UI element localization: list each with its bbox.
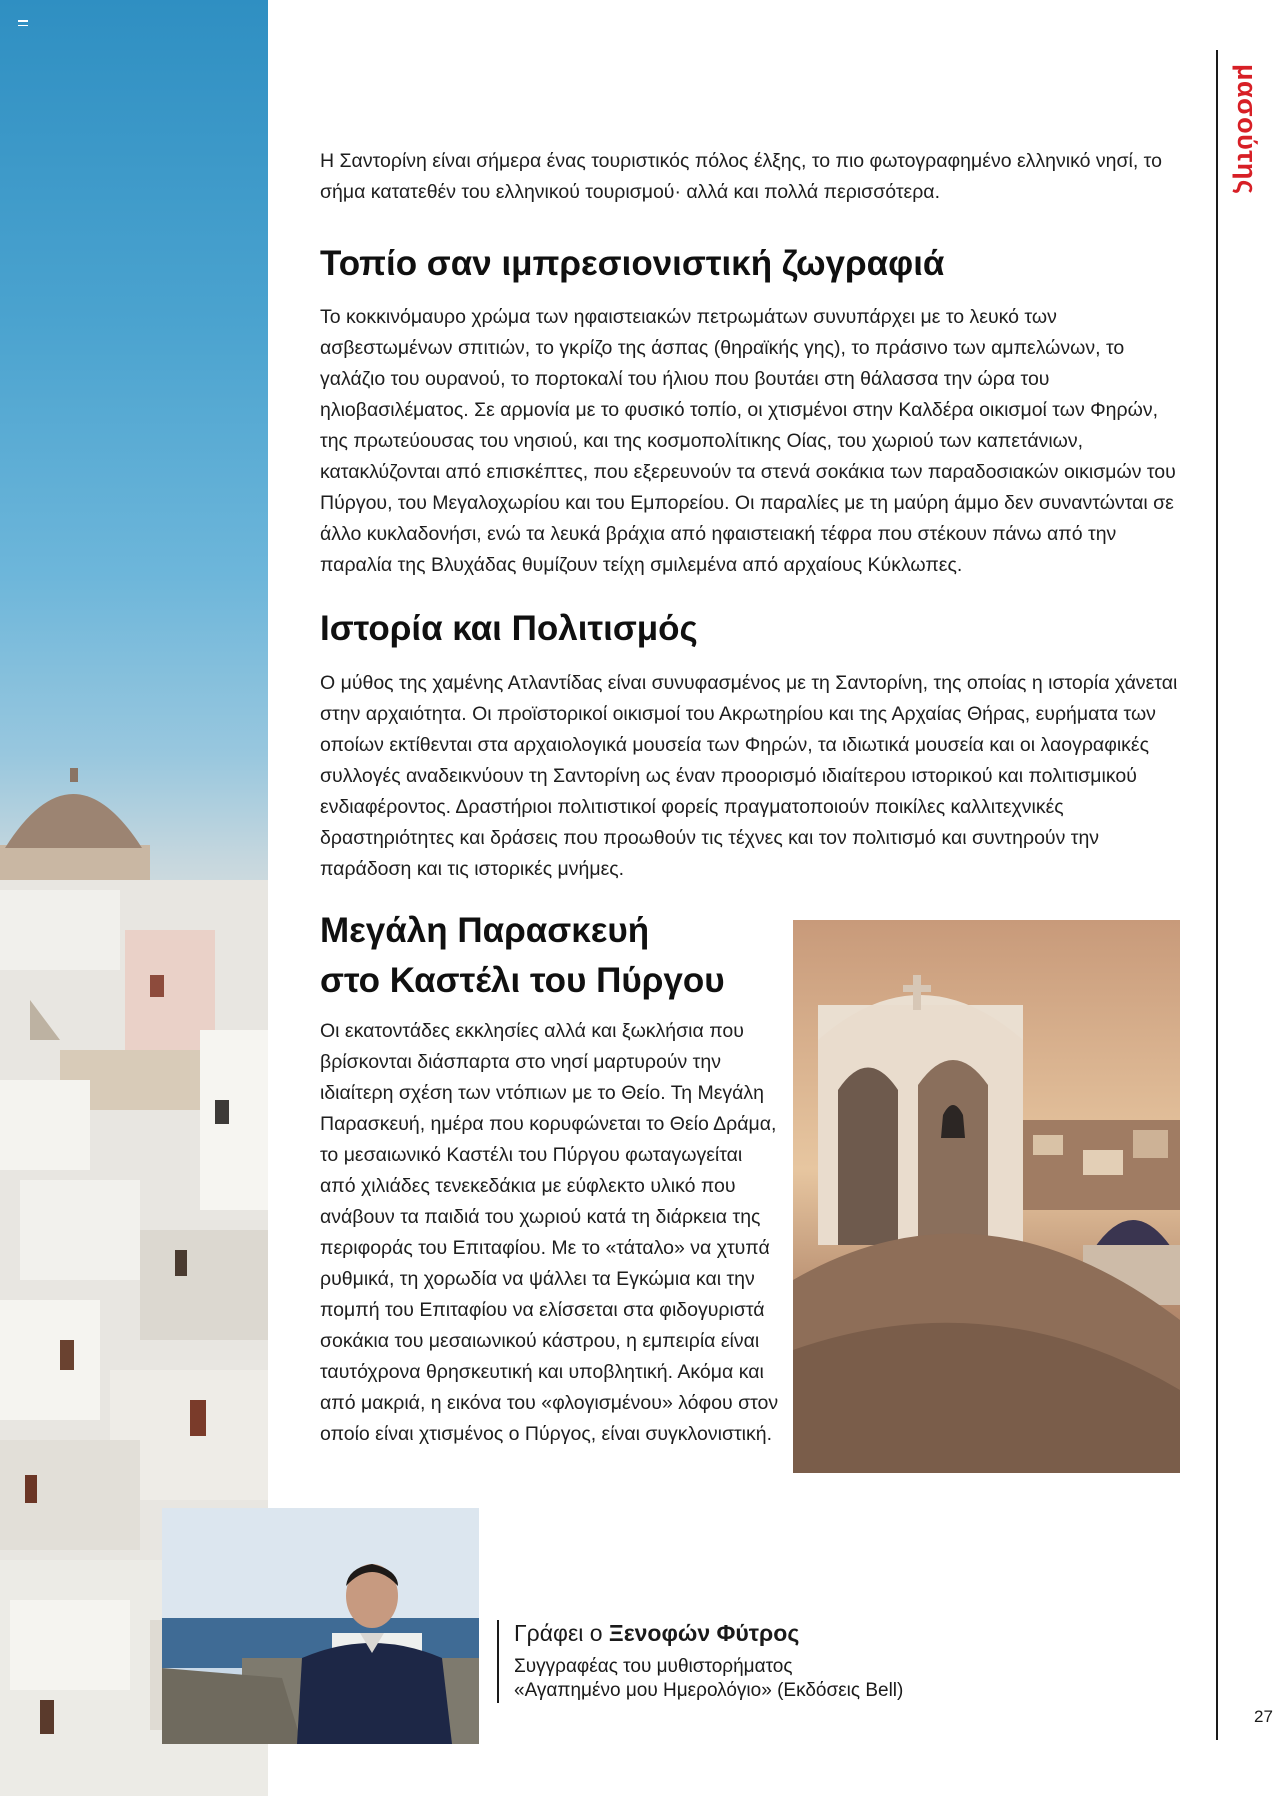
section-title-line-2: στο Καστέλι του Πύργου [320,961,725,1000]
author-photo [162,1508,479,1744]
author-byline [497,1620,903,1703]
byline-author: Ξενοφών Φύτρος [608,1620,800,1646]
brand-rule [1216,50,1218,1740]
section-body-landscape: Το κοκκινόμαυρο χρώμα των ηφαιστειακών πετρωμάτων συνυπάρχει με το λευκό των ασβεστωμένων σπιτιών, το γκρίζο της άσπας (θηραϊκής γης), το πράσινο των αμπελώνων, το γαλάζιο του ουρανού, το πορτοκαλί του ήλιου που βουτάει στη θάλασσα την ώρα του ηλιοβασιλέματος. Σε αρμονία με το φυσικό τοπίο, οι χτισμένοι στην Καλδέρα οικισμοί των Φηρών, της πρωτεύουσας του νησιού, και της κοσμοπολίτικης Οίας, του χωριού των καπετάνιων, κατακλύζονται από επισκέπτες, που εξερευνούν τα στενά σοκάκια των παραδοσιακών οικισμών του Πύργου, του Μεγαλοχωρίου και του Εμπορείου. Οι παραλίες με τη μαύρη άμμο δεν συναντώνται σε άλλο κυκλαδονήσι, ενώ τα λευκά βράχια από ηφαιστειακή τέφρα που στέκουν πάνω από την παραλία της Βλυχάδας θυμίζουν τείχη σμιλεμένα από αρχαίους Κύκλωπες. [320,306,1176,576]
page-number: 27 [1254,1707,1273,1726]
menu-icon[interactable] [18,20,28,29]
section-title-landscape: Τοπίο σαν ιμπρεσιονιστική ζωγραφιά [320,244,945,283]
byline-prefix: Γράφει ο [514,1620,603,1646]
byline-role: Συγγραφέας του μυθιστορήματος [514,1656,793,1677]
byline-heading [514,1620,903,1647]
section-title-good-friday [320,906,760,1006]
byline-book: «Αγαπημένο μου Ημερολόγιο» (Εκδόσεις Bell) [514,1680,904,1701]
section-title-line-1: Μεγάλη Παρασκευή [320,911,650,950]
intro-paragraph: Η Σαντορίνη είναι σήμερα ένας τουριστικός πόλος έλξης, το πιο φωτογραφημένο ελληνικό νησί, το σήμα κατατεθέν του ελληνικού τουρισμού· αλλά και πολλά περισσότερα. [320,150,1162,203]
brand-logo: μασούτης [1232,64,1262,195]
section-body-history: Ο μύθος της χαμένης Ατλαντίδας είναι συνυφασμένος με τη Σαντορίνη, της οποίας η ιστορία χάνεται στην αρχαιότητα. Οι προϊστορικοί οικισμοί του Ακρωτηρίου και της Αρχαίας Θήρας, ευρήματα των οποίων εκτίθενται στα αρχαιολογικά μουσεία των Φηρών, τα ιδιωτικά μουσεία και οι λαογραφικές συλλογές αναδεικνύουν τη Σαντορίνη ως έναν προορισμό ιδιαίτερου ιστορικού και πολιτισμικού ενδιαφέροντος. Δραστήριοι πολιτιστικοί φορείς πραγματοποιούν ποικίλες καλλιτεχνικές δραστηριότητες και δράσεις που προωθούν τις τέχνες και τον πολιτισμό και συντηρούν την παράδοση και τις ιστορικές μνήμες. [320,672,1178,880]
bell-tower-photo [793,920,1180,1473]
section-body-good-friday: Οι εκατοντάδες εκκλησίες αλλά και ξωκλήσια που βρίσκονται διάσπαρτα στο νησί μαρτυρούν την ιδιαίτερη σχέση των ντόπιων με το Θείο. Τη Μεγάλη Παρασκευή, ημέρα που κορυφώνεται το Θείο Δράμα, το μεσαιωνικό Καστέλι του Πύργου φωταγωγείται από χιλιάδες τενεκεδάκια με εύφλεκτο υλικό που ανάβουν τα παιδιά του χωριού κατά τη διάρκεια της περιφοράς του Επιταφίου. Με το «τάταλο» να χτυπά ρυθμικά, τη χορωδία να ψάλλει τα Εγκώμια και την πομπή του Επιταφίου να ελίσσεται στα φιδογυριστά σοκάκια του μεσαιωνικού κάστρου, η εμπειρία είναι ταυτόχρονα θρησκευτική και υποβλητική. Ακόμα και από μακριά, η εικόνα του «φλογισμένου» λόφου στον οποίο είναι χτισμένος ο Πύργος, είναι συγκλονιστική. [320,1020,779,1445]
section-title-history: Ιστορία και Πολιτισμός [320,609,698,648]
